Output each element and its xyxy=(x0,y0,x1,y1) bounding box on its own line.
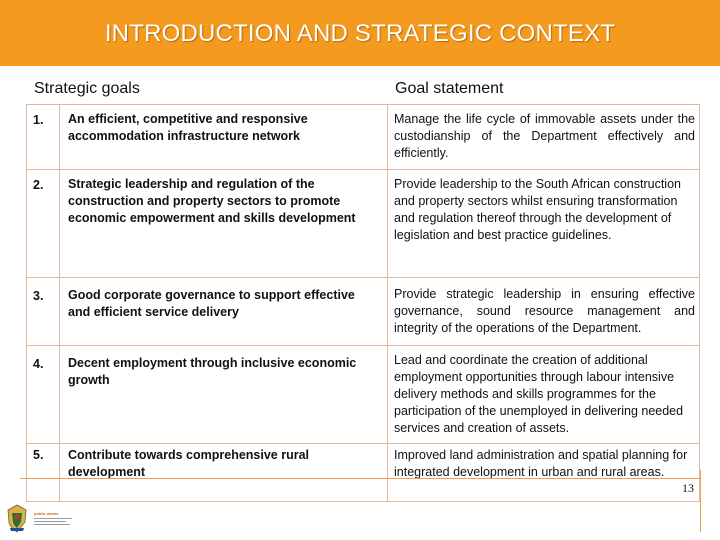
goal-statement: Provide leadership to the South African construction and property sectors whilst ensuring transformation and regulation thereof through the development of legislation and best practice guidelines. xyxy=(388,170,700,278)
table-row xyxy=(27,278,700,346)
goal-text: Good corporate governance to support effective and efficient service delivery xyxy=(60,278,388,346)
coat-of-arms-icon xyxy=(6,504,28,534)
brand-name: public works xyxy=(34,511,59,516)
header-bar xyxy=(0,0,720,66)
goal-number: 4. xyxy=(27,346,60,444)
column-header-goal-statement: Goal statement xyxy=(395,80,504,97)
goal-text: An efficient, competitive and responsive accommodation infrastructure network xyxy=(60,105,388,170)
page-number: 13 xyxy=(682,481,694,495)
goal-number: 3. xyxy=(27,278,60,346)
goal-statement: Manage the life cycle of immovable assets under the custodianship of the Department effectively and efficiently. xyxy=(388,105,700,170)
page-title: INTRODUCTION AND STRATEGIC CONTEXT xyxy=(104,20,616,47)
strategic-goals-table xyxy=(26,104,700,502)
goal-number: 5. xyxy=(27,444,60,502)
table-row xyxy=(27,346,700,444)
goal-number: 2. xyxy=(27,170,60,278)
goal-text: Decent employment through inclusive economic growth xyxy=(60,346,388,444)
goal-text: Strategic leadership and regulation of the construction and property sectors to promote economic empowerment and skills development xyxy=(60,170,388,278)
table-row xyxy=(27,444,700,502)
table-row xyxy=(27,170,700,278)
goal-text: Contribute towards comprehensive rural development xyxy=(60,444,388,502)
footer-divider xyxy=(20,478,700,479)
goal-number: 1. xyxy=(27,105,60,170)
column-header-strategic-goals: Strategic goals xyxy=(34,80,140,97)
goal-statement: Improved land administration and spatial planning for integrated development in urban and rural areas. xyxy=(388,444,700,502)
goal-statement: Provide strategic leadership in ensuring effective governance, sound resource management and integrity of the operations of the Department. xyxy=(388,278,700,346)
brand-subtitle-lines xyxy=(34,518,74,530)
table-row xyxy=(27,105,700,170)
footer-divider-vertical xyxy=(700,470,701,532)
goal-statement: Lead and coordinate the creation of additional employment opportunities through labour intensive delivery methods and skills programmes for the participation of the unemployed in delivering needed services and creation of assets. xyxy=(388,346,700,444)
